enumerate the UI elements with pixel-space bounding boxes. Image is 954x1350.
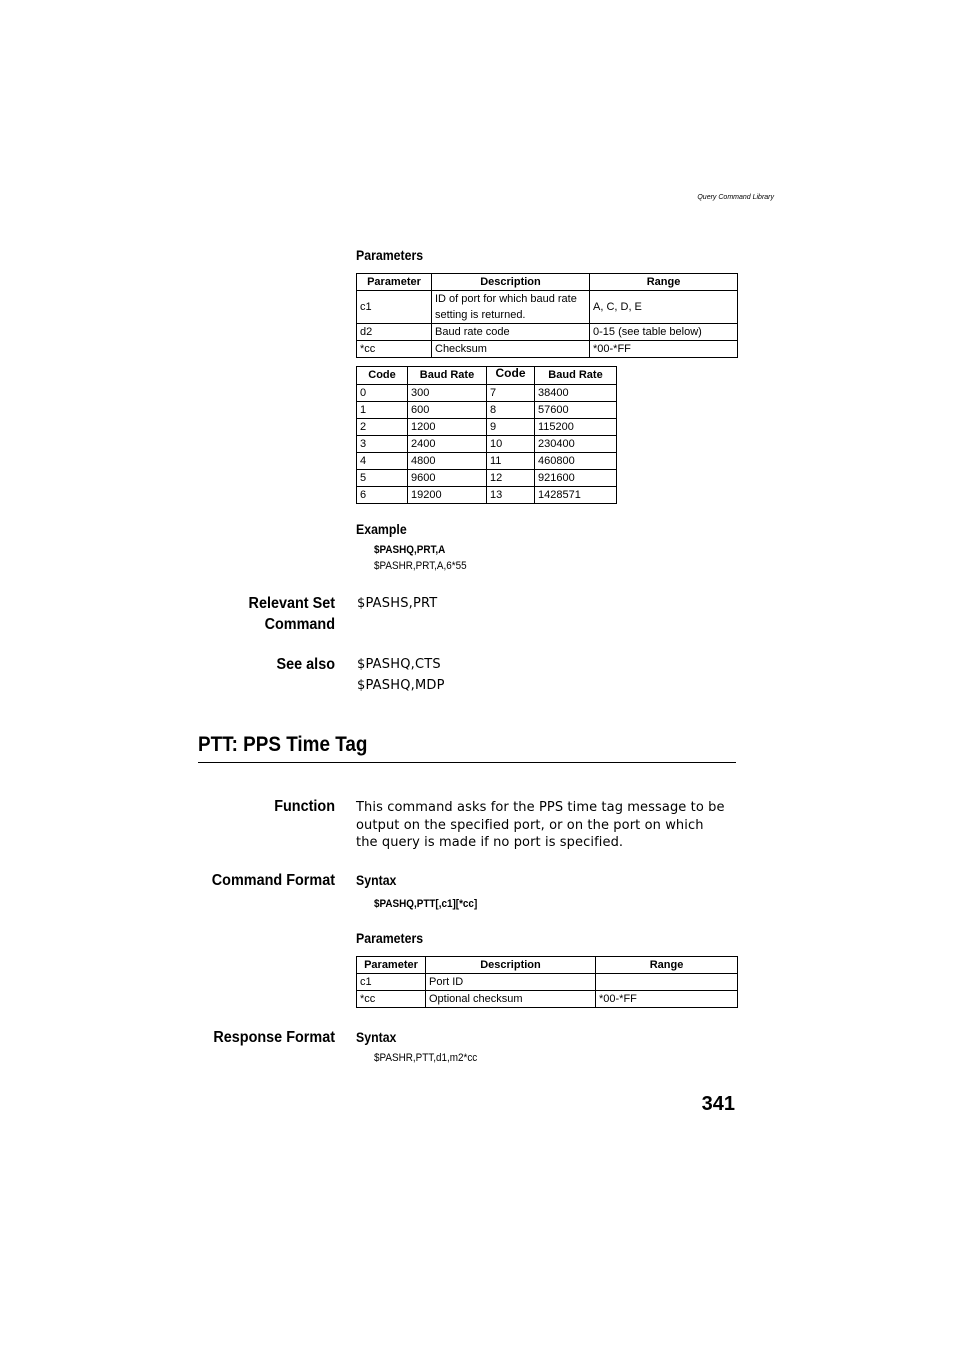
table-cell: Port ID: [426, 974, 596, 991]
table-cell: 1: [357, 402, 408, 419]
table-header: Description: [426, 957, 596, 974]
table-header: Range: [596, 957, 738, 974]
table-header-row: [357, 274, 738, 291]
command-format-label: Command Format: [211, 872, 335, 889]
prt-parameter-table: [356, 273, 738, 358]
table-cell: 9: [487, 419, 535, 436]
table-cell: 230400: [535, 436, 617, 453]
table-cell: 2400: [408, 436, 487, 453]
table-row: [357, 291, 738, 324]
table-row: [357, 453, 617, 470]
table-cell: 19200: [408, 487, 487, 504]
table-cell: 0-15 (see table below): [590, 324, 738, 341]
table-header: Parameter: [357, 274, 432, 291]
table-row: [357, 487, 617, 504]
table-row: [357, 341, 738, 358]
see-also-item: $PASHQ,CTS: [357, 657, 441, 672]
table-cell: 3: [357, 436, 408, 453]
section-divider: [198, 762, 736, 763]
table-cell: 4800: [408, 453, 487, 470]
see-also-label: See also: [276, 656, 335, 673]
table-cell: 57600: [535, 402, 617, 419]
page-number: 341: [701, 1093, 735, 1115]
response-format-label: Response Format: [213, 1029, 335, 1046]
table-header: Baud Rate: [408, 367, 487, 385]
table-header: Description: [432, 274, 590, 291]
table-cell: 1428571: [535, 487, 617, 504]
table-cell: Checksum: [432, 341, 590, 358]
table-cell: *cc: [357, 991, 426, 1008]
baud-rate-table: [356, 366, 617, 504]
relevant-set-command-label: [110, 593, 335, 635]
table-cell: [596, 974, 738, 991]
table-cell: *00-*FF: [590, 341, 738, 358]
table-header: Range: [590, 274, 738, 291]
table-header: Code: [487, 367, 535, 385]
parameters-heading: Parameters: [356, 930, 424, 946]
command-syntax: $PASHQ,PTT[,c1][*cc]: [374, 898, 478, 910]
example-heading: Example: [356, 521, 407, 537]
table-cell: 115200: [535, 419, 617, 436]
see-also-item: $PASHQ,MDP: [357, 678, 445, 693]
table-cell: 9600: [408, 470, 487, 487]
parameters-heading: Parameters: [356, 247, 424, 263]
table-cell: 7: [487, 385, 535, 402]
relevant-set-label-line-1: Relevant Set: [248, 595, 335, 612]
table-cell: 10: [487, 436, 535, 453]
table-row: [357, 991, 738, 1008]
table-header: Code: [357, 367, 408, 385]
table-header: Baud Rate: [535, 367, 617, 385]
table-row: [357, 419, 617, 436]
table-row: [357, 402, 617, 419]
table-cell: d2: [357, 324, 432, 341]
table-cell: 12: [487, 470, 535, 487]
table-cell: 460800: [535, 453, 617, 470]
table-cell: 6: [357, 487, 408, 504]
table-cell: 2: [357, 419, 408, 436]
table-cell: 13: [487, 487, 535, 504]
table-cell: 921600: [535, 470, 617, 487]
table-cell: 0: [357, 385, 408, 402]
running-head: Query Command Library: [697, 194, 774, 201]
table-cell: 38400: [535, 385, 617, 402]
table-row: [357, 324, 738, 341]
table-header: Parameter: [357, 957, 426, 974]
response-syntax: $PASHR,PTT,d1,m2*cc: [374, 1052, 478, 1064]
table-cell: 5: [357, 470, 408, 487]
table-cell: A, C, D, E: [590, 291, 738, 324]
table-cell: 11: [487, 453, 535, 470]
table-cell: 4: [357, 453, 408, 470]
see-also-list: [357, 654, 445, 696]
example-response: $PASHR,PRT,A,6*55: [374, 560, 467, 572]
table-cell: c1: [357, 291, 432, 324]
section-title: PTT: PPS Time Tag: [198, 733, 368, 756]
table-cell: ID of port for which baud rate setting is returned.: [432, 291, 590, 324]
table-cell: *cc: [357, 341, 432, 358]
response-syntax-heading: Syntax: [356, 1029, 397, 1045]
example-query: $PASHQ,PRT,A: [374, 544, 446, 556]
relevant-set-label-line-2: Command: [264, 616, 335, 633]
table-cell: 1200: [408, 419, 487, 436]
relevant-set-command-value: $PASHS,PRT: [357, 596, 438, 611]
table-cell: *00-*FF: [596, 991, 738, 1008]
table-row: [357, 974, 738, 991]
table-header-row: [357, 957, 738, 974]
table-header-row: [357, 367, 617, 385]
syntax-heading: Syntax: [356, 872, 397, 888]
table-cell: Baud rate code: [432, 324, 590, 341]
function-label: Function: [274, 798, 335, 815]
table-cell: 8: [487, 402, 535, 419]
table-cell: Optional checksum: [426, 991, 596, 1008]
table-cell: c1: [357, 974, 426, 991]
table-row: [357, 385, 617, 402]
ptt-parameter-table: [356, 956, 738, 1008]
table-row: [357, 436, 617, 453]
table-cell: 300: [408, 385, 487, 402]
table-cell: 600: [408, 402, 487, 419]
function-text: This command asks for the PPS time tag message to be output on the specified port, or on the port on which the query is made if no port is specified.: [356, 800, 725, 850]
table-row: [357, 470, 617, 487]
